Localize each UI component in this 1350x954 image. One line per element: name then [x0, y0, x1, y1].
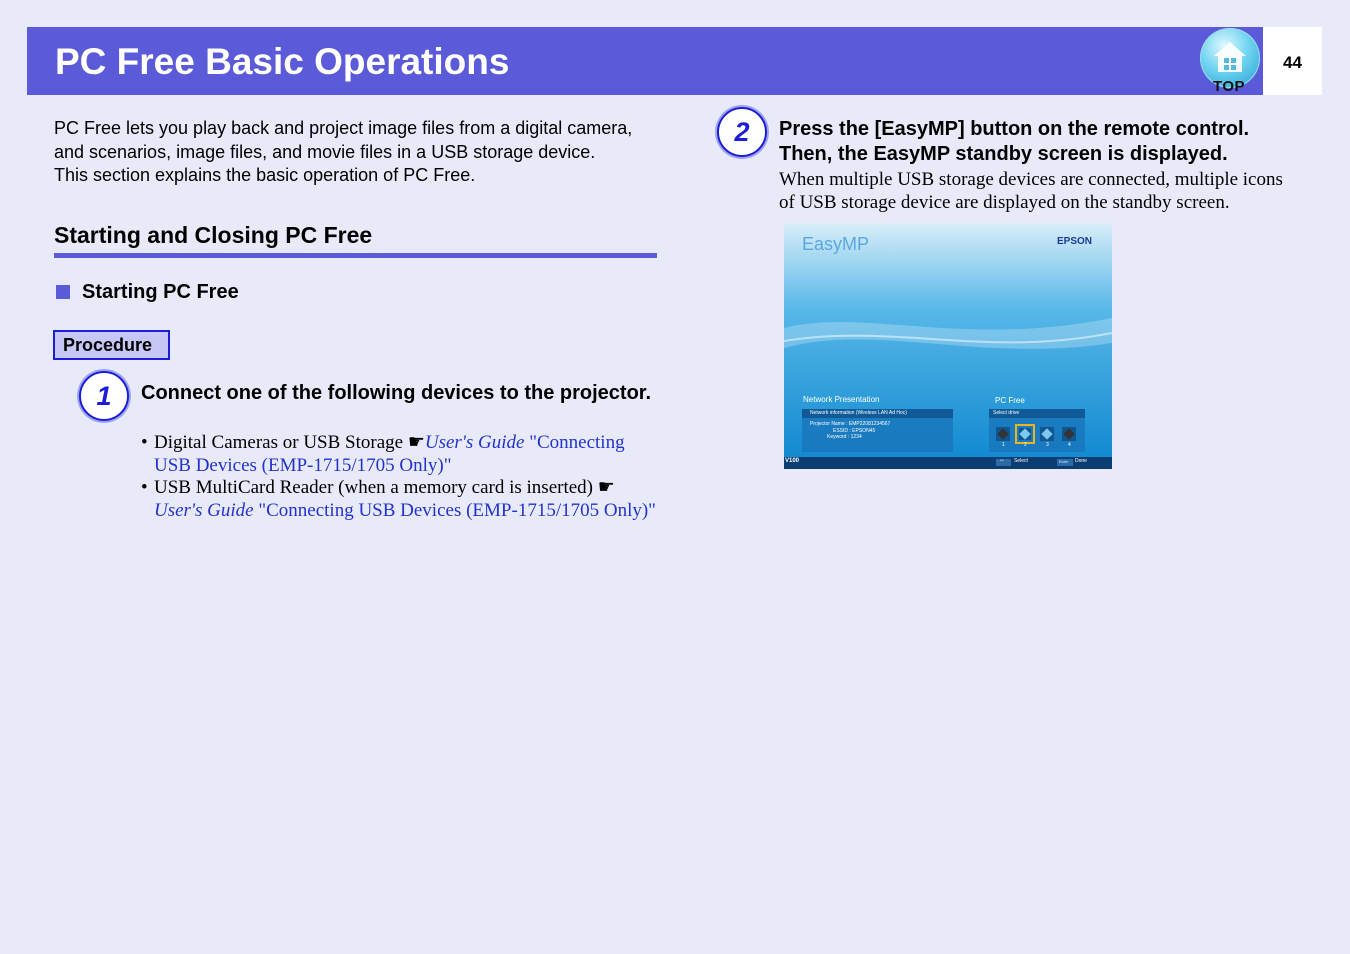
network-presentation-heading: Network Presentation — [803, 395, 880, 404]
section-heading: Starting and Closing PC Free — [54, 222, 373, 248]
connecting-usb-devices-link[interactable]: "Connecting USB Devices (EMP-1715/1705 Only)" — [253, 499, 656, 521]
drive-number: 3 — [1046, 442, 1049, 448]
essid-row: ESSID : EPSON45 — [833, 428, 876, 434]
pointing-hand-icon: ☛ — [407, 432, 425, 453]
step-1-device-list — [141, 432, 661, 522]
procedure-label — [53, 330, 170, 360]
square-bullet-icon — [56, 285, 70, 299]
intro-text — [54, 117, 654, 188]
page-number-box — [1263, 27, 1322, 95]
intro-paragraph-2: This section explains the basic operation of PC Free. — [54, 165, 476, 185]
users-guide-link[interactable]: User's Guide — [154, 499, 254, 521]
page-title: PC Free Basic Operations — [55, 41, 510, 82]
step-2-title: Press the [EasyMP] button on the remote control. Then, the EasyMP standby screen is displayed. — [779, 118, 1250, 165]
page-number: 44 — [1283, 53, 1302, 72]
section-divider — [54, 253, 657, 258]
step-2-number: 2 — [734, 117, 750, 147]
list-item: • USB MultiCard Reader (when a memory card is inserted) ☛User's Guide "Connecting USB Devices (EMP-1715/1705 Only)" — [141, 477, 656, 521]
epson-brand: EPSON — [1057, 236, 1093, 247]
drive-number: 1 — [1002, 442, 1005, 448]
easymp-standby-screen — [784, 223, 1112, 469]
procedure-text: Procedure — [63, 335, 153, 355]
select-drive-title: Select drive — [993, 410, 1020, 416]
done-label: Done — [1075, 458, 1087, 464]
step-1-number: 1 — [96, 381, 112, 411]
enter-key-icon: Enter — [1059, 459, 1069, 464]
pc-free-heading: PC Free — [995, 396, 1025, 405]
select-label: Select — [1014, 458, 1028, 464]
top-button[interactable] — [1199, 28, 1263, 94]
subsection-heading: Starting PC Free — [82, 281, 239, 303]
page-header — [27, 27, 1263, 95]
intro-paragraph-1: PC Free lets you play back and project image files from a digital camera, and scenarios, image files, and movie files in a USB storage device. — [54, 118, 633, 162]
step-2-badge — [717, 107, 767, 157]
network-info-title: Network information (Wireless LAN Ad Hoc) — [810, 410, 907, 416]
top-label: TOP — [1213, 78, 1246, 95]
step-1-title: Connect one of the following devices to the projector. — [141, 382, 652, 404]
drive-number: 4 — [1068, 442, 1071, 448]
easymp-logo: EasyMP — [802, 234, 870, 254]
step-2-body: When multiple USB storage devices are connected, multiple icons of USB storage device are displayed on the standby screen. — [779, 169, 1283, 213]
pointing-hand-icon: ☛ — [597, 477, 615, 498]
step-1-badge — [79, 371, 129, 421]
projector-name-row: Projector Name : EMP22081234567 — [810, 421, 891, 427]
users-guide-link[interactable]: User's Guide — [424, 432, 525, 453]
list-item: • Digital Cameras or USB Storage ☛User's Guide "Connecting USB Devices (EMP-1715/1705 Only)" — [141, 432, 625, 476]
connecting-usb-devices-link[interactable]: "Connecting USB Devices (EMP-1715/1705 Only)" — [154, 432, 625, 476]
version-label: V100 — [785, 458, 800, 464]
drive-number: 2 — [1024, 442, 1027, 448]
keyword-row: Keyword : 1234 — [827, 434, 862, 440]
select-arrow-icon: ↔ — [999, 457, 1005, 463]
